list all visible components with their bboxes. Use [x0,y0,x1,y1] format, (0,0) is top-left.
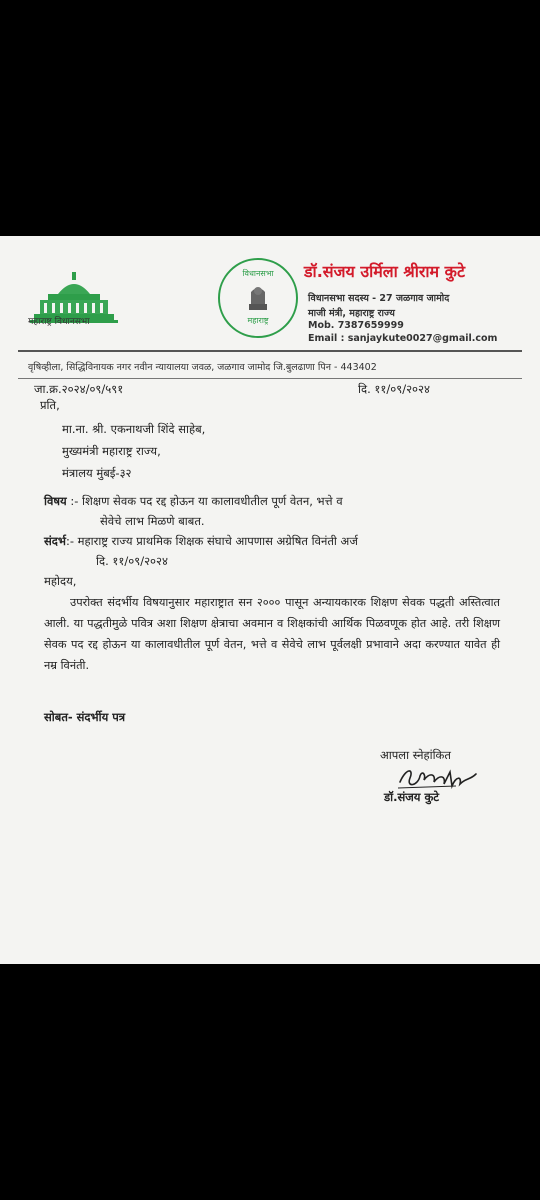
letter-body: उपरोक्त संदर्भीय विषयानुसार महाराष्ट्रात सन २००० पासून अन्यायकारक शिक्षण सेवक पद्धती अस्तित्वात आली. या पद्धतीमुळे पवित्र अशा शिक्षण क्षेत्राचा अवमान व शिक्षकांची आर्थिक पिळवणूक होत आहे. तरी शिक्षण सेवक पद रद्द होऊन या कालावधीतील पूर्ण वेतन, भत्ते व सेवेचे लाभ पूर्वलक्षी प्रभावाने अदा करण्यात यावेत ही नम्र विनंती. [44,596,500,672]
national-emblem-icon [247,282,269,312]
mobile-number: Mob. 7387659999 [308,320,404,331]
subject-line [44,494,343,509]
email-address: Email : sanjaykute0027@gmail.com [308,333,498,344]
reference-number: जा.क्र.२०२४/०९/५९१ [34,382,124,396]
enclosure-note: सोबत- संदर्भीय पत्र [44,710,126,724]
former-post: माजी मंत्री, महाराष्ट्र राज्य [308,308,395,319]
handwritten-signature [396,764,486,792]
assembly-seal [218,258,298,338]
letter-page [0,236,540,964]
assembly-name: महाराष्ट्र विधानसभा [28,317,90,327]
recipient-address: मंत्रालय मुंबई-३२ [62,466,132,480]
reference-label: संदर्भ [44,534,66,548]
recipient-name: मा.ना. श्री. एकनाथजी शिंदे साहेब, [62,422,206,436]
letter-date: दि. ११/०९/२०२४ [358,382,430,396]
subject-text-continued: सेवेचे लाभ मिळणे बाबत. [100,514,205,528]
to-label: प्रति, [40,398,60,412]
address-divider [18,378,522,379]
signer-name: डॉ.संजय कुटे [384,790,440,804]
reference-text: :- महाराष्ट्र राज्य प्राथमिक शिक्षक संघाचे आपणास अग्रेषित विनंती अर्ज [65,534,358,548]
postal-address: वृषिव्हीला, सिद्धिविनायक नगर नवीन न्यायालया जवळ, जळगाव जामोद जि.बुलढाणा पिन - 443402 [28,362,377,373]
designation: विधानसभा सदस्य - 27 जळगाव जामोद [308,293,450,304]
closing-phrase: आपला स्नेहांकित [380,748,451,762]
subject-label: विषय [44,494,67,508]
letterhead-name: डॉ.संजय उर्मिला श्रीराम कुटे [304,262,466,281]
seal-top-text: विधानसभा [242,269,274,278]
salutation: महोदय, [44,574,77,588]
recipient-designation: मुख्यमंत्री महाराष्ट्र राज्य, [62,444,161,458]
header-divider [18,350,522,352]
reference-date: दि. ११/०९/२०२४ [96,554,168,568]
subject-text: :- शिक्षण सेवक पद रद्द होऊन या कालावधीतील पूर्ण वेतन, भत्ते व [70,494,343,508]
reference-line [44,534,358,549]
seal-bottom-text: महाराष्ट्र [247,316,269,325]
